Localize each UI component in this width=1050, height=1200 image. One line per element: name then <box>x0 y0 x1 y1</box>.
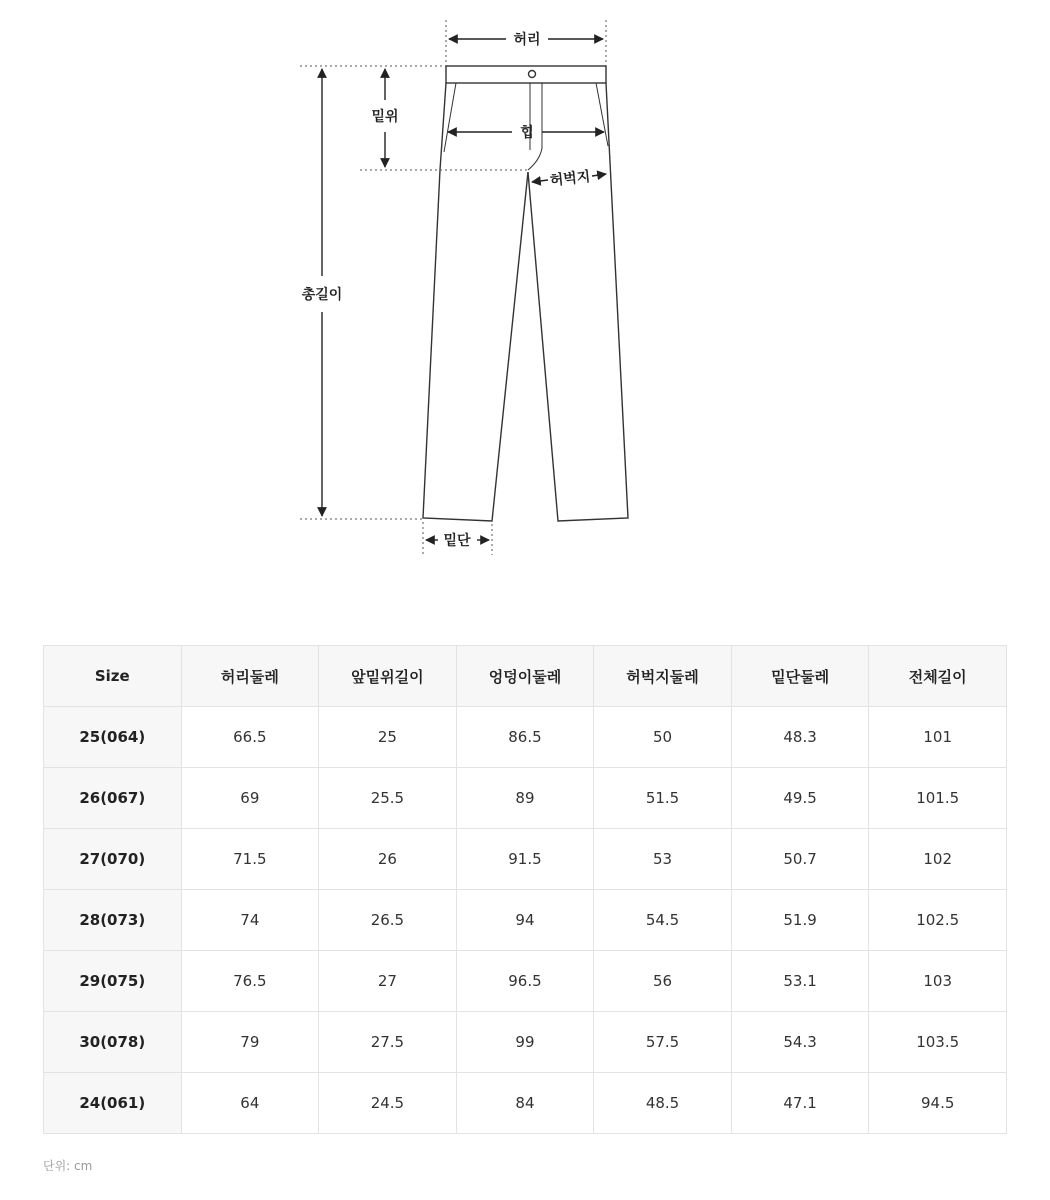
column-header: 밑단둘레 <box>731 646 869 707</box>
size-cell: 25(064) <box>44 707 182 768</box>
measurement-cell: 26.5 <box>319 890 457 951</box>
label-hem: 밑단 <box>443 533 471 549</box>
measurement-cell: 51.5 <box>594 768 732 829</box>
measurement-cell: 56 <box>594 951 732 1012</box>
label-thigh: 허벅지 <box>549 168 592 190</box>
size-chart-table <box>43 645 1007 1134</box>
measurement-cell: 24.5 <box>319 1073 457 1134</box>
measurement-cell: 49.5 <box>731 768 869 829</box>
column-header: Size <box>44 646 182 707</box>
size-cell: 30(078) <box>44 1012 182 1073</box>
table-row <box>44 1012 1007 1073</box>
measurement-cell: 94 <box>456 890 594 951</box>
measurement-cell: 50 <box>594 707 732 768</box>
measurement-cell: 94.5 <box>869 1073 1007 1134</box>
size-cell: 26(067) <box>44 768 182 829</box>
measurement-cell: 47.1 <box>731 1073 869 1134</box>
measurement-cell: 27 <box>319 951 457 1012</box>
measurement-cell: 99 <box>456 1012 594 1073</box>
label-waist: 허리 <box>513 32 541 48</box>
measurement-arrows <box>322 39 606 540</box>
measurement-cell: 48.5 <box>594 1073 732 1134</box>
label-rise: 밑위 <box>371 109 399 125</box>
column-header: 전체길이 <box>869 646 1007 707</box>
measurement-cell: 101.5 <box>869 768 1007 829</box>
measurement-cell: 91.5 <box>456 829 594 890</box>
size-cell: 24(061) <box>44 1073 182 1134</box>
size-cell: 29(075) <box>44 951 182 1012</box>
measurement-cell: 86.5 <box>456 707 594 768</box>
measurement-cell: 76.5 <box>181 951 319 1012</box>
label-hip: 힙 <box>520 125 534 141</box>
table-row <box>44 1073 1007 1134</box>
table-row <box>44 890 1007 951</box>
table-row <box>44 829 1007 890</box>
column-header: 엉덩이둘레 <box>456 646 594 707</box>
table-row <box>44 951 1007 1012</box>
column-header: 허벅지둘레 <box>594 646 732 707</box>
measurement-cell: 84 <box>456 1073 594 1134</box>
unit-note: 단위: cm <box>43 1159 93 1173</box>
measurement-cell: 89 <box>456 768 594 829</box>
size-cell: 28(073) <box>44 890 182 951</box>
measurement-cell: 103.5 <box>869 1012 1007 1073</box>
measurement-cell: 50.7 <box>731 829 869 890</box>
measurement-cell: 71.5 <box>181 829 319 890</box>
column-header: 앞밑위길이 <box>319 646 457 707</box>
size-cell: 27(070) <box>44 829 182 890</box>
measurement-cell: 27.5 <box>319 1012 457 1073</box>
measurement-cell: 25.5 <box>319 768 457 829</box>
measurement-cell: 25 <box>319 707 457 768</box>
measurement-cell: 102 <box>869 829 1007 890</box>
label-total-length: 총길이 <box>301 287 343 303</box>
measurement-cell: 103 <box>869 951 1007 1012</box>
measurement-cell: 66.5 <box>181 707 319 768</box>
measurement-cell: 51.9 <box>731 890 869 951</box>
measurement-cell: 57.5 <box>594 1012 732 1073</box>
table-row <box>44 707 1007 768</box>
measurement-cell: 54.5 <box>594 890 732 951</box>
measurement-cell: 53 <box>594 829 732 890</box>
table-row <box>44 768 1007 829</box>
measurement-cell: 96.5 <box>456 951 594 1012</box>
measurement-cell: 54.3 <box>731 1012 869 1073</box>
measurement-cell: 48.3 <box>731 707 869 768</box>
measurement-cell: 102.5 <box>869 890 1007 951</box>
measurement-cell: 101 <box>869 707 1007 768</box>
measurement-cell: 79 <box>181 1012 319 1073</box>
measurement-cell: 26 <box>319 829 457 890</box>
table-header-row <box>44 646 1007 707</box>
measurement-cell: 69 <box>181 768 319 829</box>
measurement-cell: 53.1 <box>731 951 869 1012</box>
measurement-cell: 74 <box>181 890 319 951</box>
measurement-cell: 64 <box>181 1073 319 1134</box>
column-header: 허리둘레 <box>181 646 319 707</box>
